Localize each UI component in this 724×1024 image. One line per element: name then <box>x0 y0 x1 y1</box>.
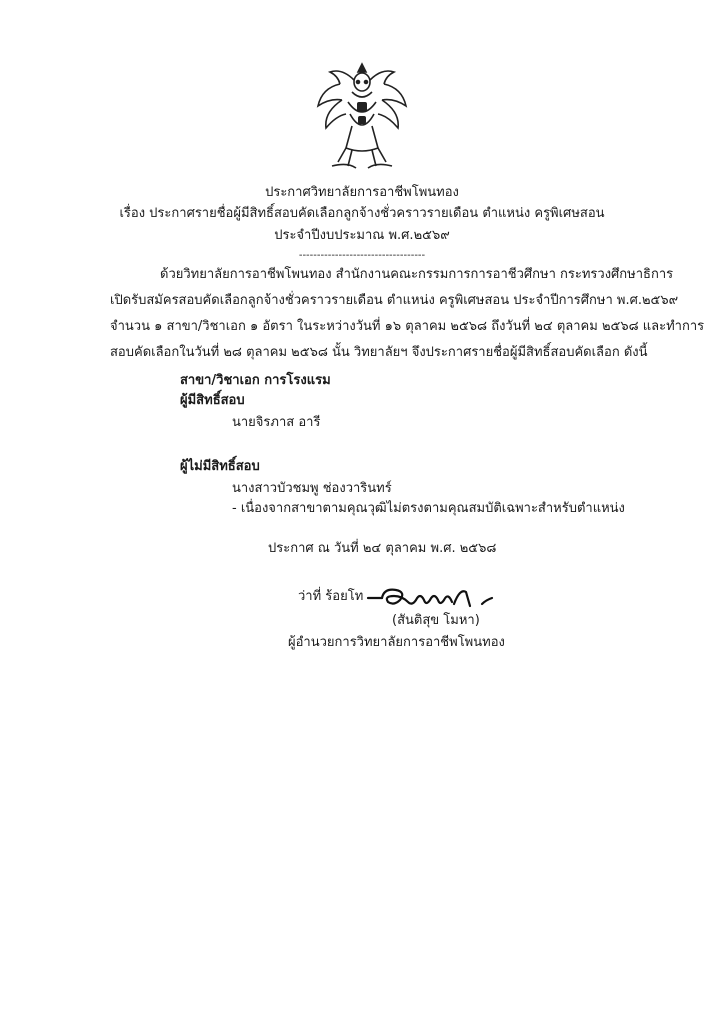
eligible-name: นายจิรภาส อารี <box>232 415 321 430</box>
body-line-4: สอบคัดเลือกในวันที่ ๒๘ ตุลาคม ๒๕๖๘ นั้น วิทยาลัยฯ จึงประกาศรายชื่อผู้มีสิทธิ์สอบคัดเลือก ดังนี้ <box>110 345 648 360</box>
signer-rank: ว่าที่ ร้อยโท <box>298 589 364 604</box>
body-line-2: เปิดรับสมัครสอบคัดเลือกลูกจ้างชั่วคราวรายเดือน ตำแหน่ง ครูพิเศษสอน ประจำปีการศึกษา พ.ศ.๒๕๖๙ <box>110 293 679 308</box>
budget-year: ประจำปีงบประมาณ พ.ศ.๒๕๖๙ <box>274 228 450 243</box>
body-line-3: จำนวน ๑ สาขา/วิชาเอก ๑ อัตรา ในระหว่างวันที่ ๑๖ ตุลาคม ๒๕๖๘ ถึงวันที่ ๒๔ ตุลาคม ๒๕๖๘ และทำการ <box>110 319 705 334</box>
body-line-1: ด้วยวิทยาลัยการอาชีพโพนทอง สำนักงานคณะกรรมการการอาชีวศึกษา กระทรวงศึกษาธิการ <box>160 267 674 282</box>
ineligible-heading: ผู้ไม่มีสิทธิ์สอบ <box>180 459 260 474</box>
org-title: ประกาศวิทยาลัยการอาชีพโพนทอง <box>265 185 459 200</box>
major-heading: สาขา/วิชาเอก การโรงแรม <box>180 373 331 388</box>
garuda-emblem-icon <box>312 58 412 174</box>
eligible-heading: ผู้มีสิทธิ์สอบ <box>180 393 245 408</box>
signature-icon <box>366 584 504 612</box>
header-divider: ----------------------------------- <box>298 250 426 261</box>
signer-name: (สันติสุข โมหา) <box>392 613 480 628</box>
announce-date: ประกาศ ณ วันที่ ๒๔ ตุลาคม พ.ศ. ๒๕๖๘ <box>268 541 497 556</box>
signer-position: ผู้อำนวยการวิทยาลัยการอาชีพโพนทอง <box>288 635 505 650</box>
ineligible-name: นางสาวบัวชมพู ช่องวารินทร์ <box>232 481 392 496</box>
ineligible-reason: - เนื่องจากสาขาตามคุณวุฒิไม่ตรงตามคุณสมบัติเฉพาะสำหรับตำแหน่ง <box>232 501 625 516</box>
subject-line: เรื่อง ประกาศรายชื่อผู้มีสิทธิ์สอบคัดเลือกลูกจ้างชั่วคราวรายเดือน ตำแหน่ง ครูพิเศษสอน <box>119 206 605 221</box>
